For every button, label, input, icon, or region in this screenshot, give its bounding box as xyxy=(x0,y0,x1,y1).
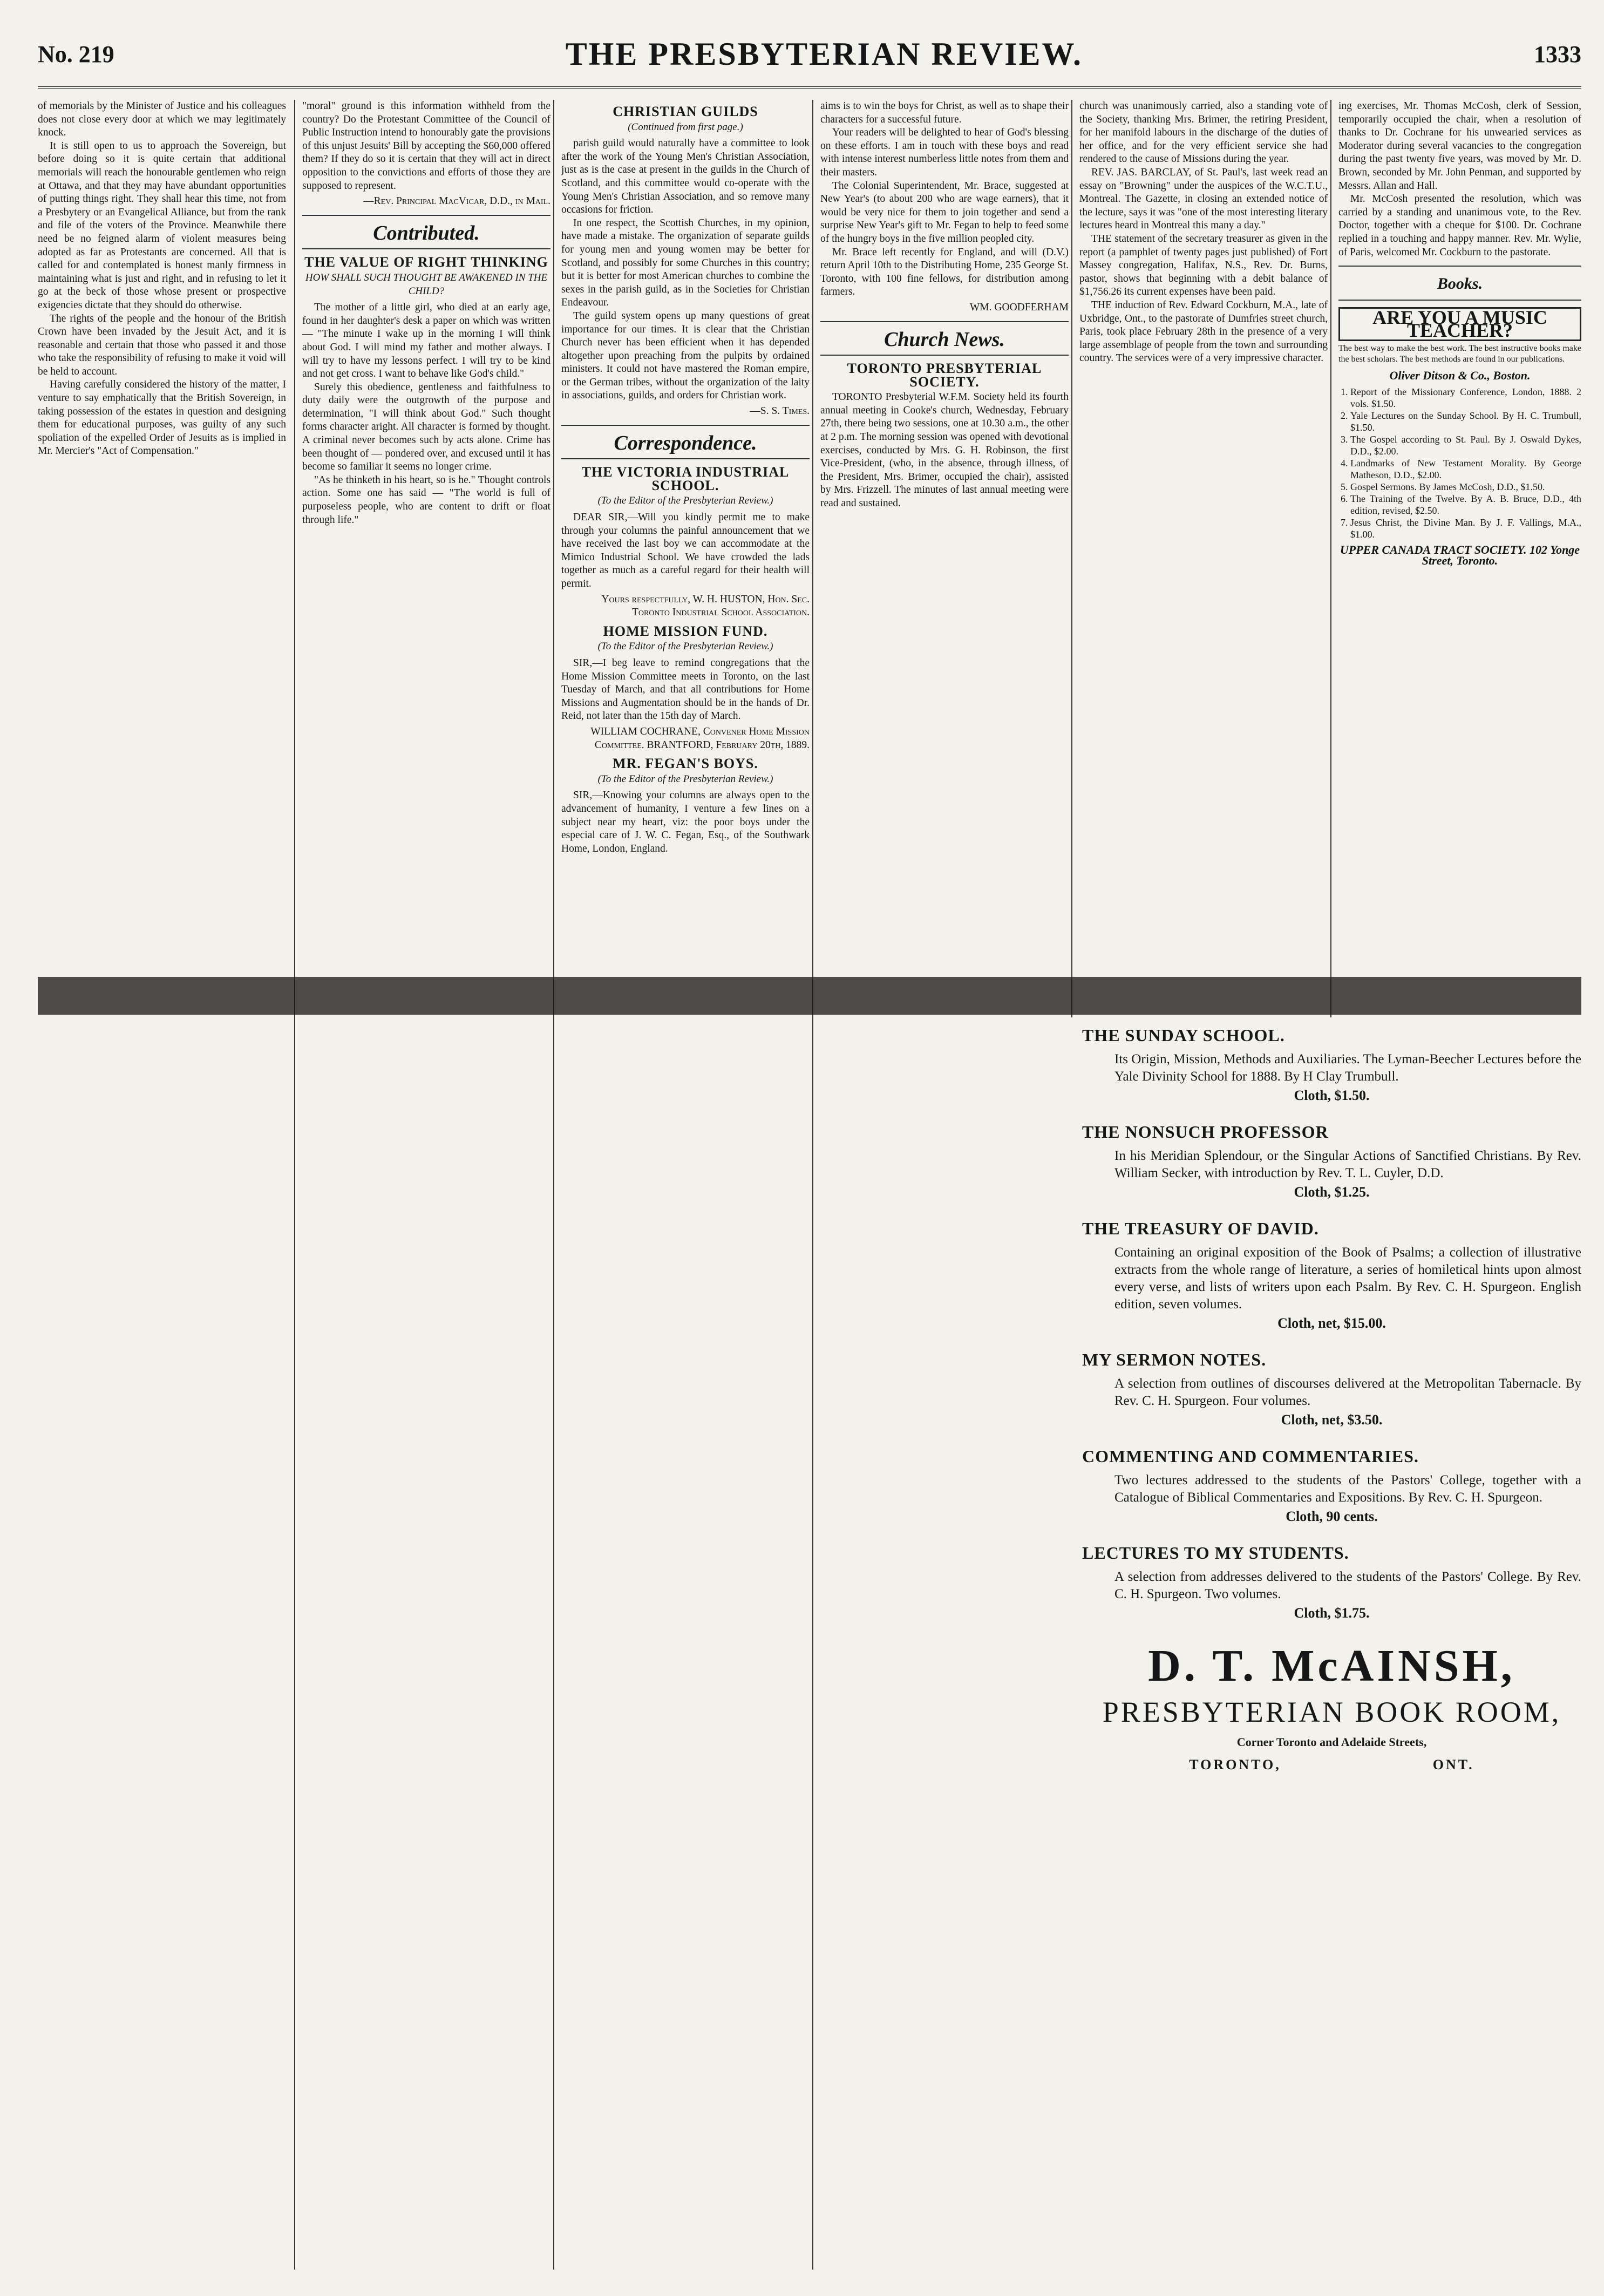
list-item: 2. Yale Lectures on the Sunday School. By H. C. Trumbull, $1.50. xyxy=(1350,410,1581,433)
newspaper-page xyxy=(38,22,1581,2278)
book-list xyxy=(1350,386,1581,540)
paragraph: The mother of a little girl, who died at an early age, found in her daughter's desk a paper on which was written — "The minute I wake up in the morning I will think about God. I will mind my father and mother always. I will try to have my lessons perfect. I will try to be kind and not get cross. I want to behave like God's child." xyxy=(302,302,550,380)
book-price: Cloth, $1.50. xyxy=(1294,1088,1370,1103)
city-name: TORONTO, xyxy=(1189,1757,1281,1772)
paragraph: THE statement of the secretary treasurer as given in the report (a pamphlet of twenty pages just published) of Fort Massey congregation, Halifax, N.S., Rev. Dr. Burns, pastor, shows that beginning with a debit balance of $1,756.26 its current expenses have been paid. xyxy=(1079,233,1328,298)
store-name: PRESBYTERIAN BOOK ROOM, xyxy=(1102,1696,1561,1728)
province-name: ONT. xyxy=(1432,1757,1474,1772)
article-heading: THE VALUE OF RIGHT THINKING xyxy=(304,254,548,270)
section-title-books: Books. xyxy=(1437,275,1483,293)
paragraph: SIR,—Knowing your columns are always open to the advancement of humanity, I venture a few lines on a subject near my heart, viz: the poor boys under the especial care of J. W. C. Fegan, Esq., of the Southwark Home, London, England. xyxy=(561,790,810,854)
letter-heading: HOME MISSION FUND. xyxy=(603,623,768,639)
paragraph: The Colonial Superintendent, Mr. Brace, suggested at New Year's (to about 200 who are wage earners), that it would be very nice for them to join together and send a surprise New Year's gift to Mr. Fegan to help to feed some of the hungry boys in the five million peopled city. xyxy=(820,180,1069,244)
credit-line: —S. S. Times. xyxy=(750,405,810,417)
book-price: Cloth, net, $15.00. xyxy=(1277,1315,1386,1331)
paragraph: of memorials by the Minister of Justice and his colleagues does not close every door at which we may legitimately knock. xyxy=(38,100,286,139)
paragraph: Surely this obedience, gentleness and faithfulness to duty daily were the outgrowth of the purpose and determination, "I will think about God." Such thought forms character aright. All character is formed by thought. A criminal never becomes such by acts alone. Crime has been thought of — pondered over, and excused until it has become so familiar it seems no longer crime. xyxy=(302,381,550,473)
store-owner: D. T. McAINSH, xyxy=(1148,1641,1515,1691)
paragraph: THE induction of Rev. Edward Cockburn, M.A., late of Uxbridge, Ont., to the pastorate of Dumfries street church, Paris, took place February 28th in the presence of a very large assemblage of people from the town and surrounding country. The services were of a very impressive character. xyxy=(1079,299,1328,364)
letter-signature: WILLIAM COCHRANE, Convener Home Mission Committee. BRANTFORD, February 20th, 1889. xyxy=(590,725,810,751)
book-title: THE NONSUCH PROFESSOR xyxy=(1082,1122,1329,1142)
column-rule xyxy=(1330,100,1331,1017)
column-3 xyxy=(561,100,810,2270)
music-advertisement xyxy=(1338,307,1581,566)
paragraph: Your readers will be delighted to hear of God's blessing on these efforts. I am in touch with these boys and read with intense interest numberless little notes from them and their masters. xyxy=(820,127,1069,178)
column-rule xyxy=(1071,100,1072,1017)
paragraph: parish guild would naturally have a committee to look after the work of the Young Men's Christian Association, just as is the case at present in the guilds in the Church of Scotland, and this committee would co-operate with the Young Men's Christian Association, and so remove many occasions for friction. xyxy=(561,138,810,216)
book-title: THE SUNDAY SCHOOL. xyxy=(1082,1025,1285,1045)
letter-signature: Yours respectfully, W. H. HUSTON, Hon. Sec. Toronto Industrial School Association. xyxy=(601,593,810,619)
book-listing xyxy=(1082,1446,1581,1525)
book-description: Containing an original exposition of the Book of Psalms; a collection of illustrative extracts from the whole range of literature, a series of homiletical hints upon almost every verse, and lists of writers upon each Psalm. By Rev. C. H. Spurgeon. English edition, seven volumes. xyxy=(1114,1245,1581,1312)
paragraph: Mr. Brace left recently for England, and will (D.V.) return April 10th to the Distributing Home, 235 George St. Toronto, with 100 fine fellows, for distribution among farmers. xyxy=(820,246,1069,298)
paragraph: church was unanimously carried, also a standing vote of the Society, thanking Mrs. Brimer, the retiring President, for her manifold labours in the discharge of the duties of her office, and for the very efficient service she had rendered to the cause of Missions during the year. xyxy=(1079,100,1328,165)
ad-heading: ARE YOU A MUSIC TEACHER? xyxy=(1338,307,1581,341)
store-address: Corner Toronto and Adelaide Streets, xyxy=(1236,1735,1427,1749)
book-description: In his Meridian Splendour, or the Singular Actions of Sanctified Christians. By Rev. William Secker, with introduction by Rev. T. L. Cuyler, D.D. xyxy=(1114,1149,1581,1180)
section-title-correspondence: Correspondence. xyxy=(614,431,757,454)
letter-addressee: (To the Editor of the Presbyterian Review.) xyxy=(597,641,773,653)
ad-publisher: UPPER CANADA TRACT SOCIETY. 102 Yonge Street, Toronto. xyxy=(1340,542,1580,567)
list-item: 7. Jesus Christ, the Divine Man. By J. F. Vallings, M.A., $1.00. xyxy=(1350,517,1581,540)
column-4 xyxy=(820,100,1069,2270)
book-title: LECTURES TO MY STUDENTS. xyxy=(1082,1543,1349,1563)
column-5 xyxy=(1079,100,1328,1017)
section-title-church-news: Church News. xyxy=(884,328,1005,351)
book-listing xyxy=(1082,1219,1581,1332)
article-heading: TORONTO PRESBYTERIAL SOCIETY. xyxy=(847,361,1042,390)
section-title-contributed: Contributed. xyxy=(373,221,480,244)
book-listing xyxy=(1082,1543,1581,1621)
paragraph: Mr. McCosh presented the resolution, which was carried by a standing and unanimous vote, to the Rev. Doctor, together with a cheque for $100. Dr. Cochrane replied in a touching and happy manner. Rev. Mr. Wylie, of Paris, welcomed Mr. Cockburn to the pastorate. xyxy=(1338,193,1581,258)
column-rule xyxy=(553,100,554,2270)
newspaper-title: THE PRESBYTERIAN REVIEW. xyxy=(565,36,1083,72)
letter-addressee: (To the Editor of the Presbyterian Review.) xyxy=(597,495,773,507)
store-city xyxy=(1082,1757,1581,1773)
list-item: 6. The Training of the Twelve. By A. B. Bruce, D.D., 4th edition, revised, $2.50. xyxy=(1350,493,1581,517)
letter-signature: WM. GOODFERHAM xyxy=(969,301,1069,313)
book-price: Cloth, 90 cents. xyxy=(1286,1509,1378,1524)
ad-text: The best way to make the best work. The best instructive books make the best scholars. The best methods are found in our publications. xyxy=(1338,343,1581,364)
issue-number: No. 219 xyxy=(38,40,114,67)
book-title: THE TREASURY OF DAVID. xyxy=(1082,1219,1319,1238)
book-description: Its Origin, Mission, Methods and Auxiliaries. The Lyman-Beecher Lectures before the Yale Divinity School for 1888. By H Clay Trumbull. xyxy=(1114,1052,1581,1084)
book-description: A selection from addresses delivered to the students of the Pastors' College. By Rev. C. H. Spurgeon. Two volumes. xyxy=(1114,1570,1581,1601)
book-price: Cloth, $1.25. xyxy=(1294,1184,1370,1200)
paragraph: aims is to win the boys for Christ, as well as to shape their characters for a successful future. xyxy=(820,100,1069,125)
article-subheading: HOW SHALL SUCH THOUGHT BE AWAKENED IN THE CHILD? xyxy=(305,271,548,297)
print-smudge xyxy=(38,977,1581,1015)
column-2 xyxy=(302,100,550,2270)
list-item: 4. Landmarks of New Testament Morality. By George Matheson, D.D., $2.00. xyxy=(1350,457,1581,481)
paragraph: DEAR SIR,—Will you kindly permit me to make through your columns the painful announcement that we have received the last boy we can accommodate at the Mimico Industrial School. We have crowded the lads together as much as a careful regard for their health will permit. xyxy=(561,512,810,589)
column-6 xyxy=(1338,100,1581,1017)
book-description: A selection from outlines of discourses delivered at the Metropolitan Tabernacle. By Rev. C. H. Spurgeon. Four volumes. xyxy=(1114,1376,1581,1408)
letter-addressee: (To the Editor of the Presbyterian Review.) xyxy=(597,773,773,785)
page-number: 1333 xyxy=(1533,40,1581,67)
book-description: Two lectures addressed to the students of the Pastors' College, together with a Catalogue of Biblical Commentaries and Expositions. By Rev. C. H. Spurgeon. xyxy=(1114,1473,1581,1505)
paragraph: In one respect, the Scottish Churches, in my opinion, have made a mistake. The organization of separate guilds for young men and young women may be better for Scotland, and possibly for some Churches in this country; but it is better for most American churches to combine the sexes in the parish guild, as in the Societies for Christian Endeavour. xyxy=(561,217,810,309)
book-price: Cloth, net, $3.50. xyxy=(1281,1412,1383,1428)
column-rule xyxy=(294,100,295,2270)
paragraph: REV. JAS. BARCLAY, of St. Paul's, last week read an essay on "Browning" under the auspices of the W.C.T.U., Montreal. The Gazette, in closing an extended notice of the lecture, says it was "one of the most interesting literary lectures heard in Montreal this many a day." xyxy=(1079,166,1328,232)
paragraph: The guild system opens up many questions of great importance for our times. It is clear that the Christian Church never has been efficient when it has depended altogether upon preaching from the pulpits by ordained ministers. It could not have mastered the Roman empire, or the German tribes, without the organization of the laity in associations, guilds, and orders for Christian work. xyxy=(561,310,810,402)
credit-line: —Rev. Principal MacVicar, D.D., in Mail. xyxy=(363,195,550,207)
bookstore-signature xyxy=(1082,1640,1581,1773)
article-subheading: (Continued from first page.) xyxy=(628,121,743,133)
list-item: 1. Report of the Missionary Conference, London, 1888. 2 vols. $1.50. xyxy=(1350,386,1581,410)
masthead xyxy=(38,22,1581,89)
book-listing xyxy=(1082,1122,1581,1200)
paragraph: It is still open to us to approach the Sovereign, but before doing so it is quite certain that additional memorials will reach the honourable gentlemen who reign at Ottawa, and that they may have abundant opportunities of putting things right. They shall hear this time, not from a Presbytery or an Evangelical Alliance, but from the rank and file of the voters of the Province. Meanwhile there need be no feigned alarm of violent measures being adopted as far as Protestants are concerned. All that is called for and contemplated is honest manly firmness in maintaining what is just and right, and in refusing to let it go at the beck of those whose present or prospective exigencies dictate that they should do otherwise. xyxy=(38,140,286,311)
paragraph: Having carefully considered the history of the matter, I venture to say emphatically that the British Sovereign, in taking possession of the estates in question and designing them for educational purposes, was guilty of any such spoliation of the expelled Order of Jesuits as is implied in Mr. Mercier's "Act of Compensation." xyxy=(38,379,286,457)
book-title: COMMENTING AND COMMENTARIES. xyxy=(1082,1446,1419,1466)
paragraph: SIR,—I beg leave to remind congregations that the Home Mission Committee meets in Toronto, on the last Tuesday of March, and that all contributions for Home Missions and Augmentation should be in the hands of Dr. Reid, not later than the 15th day of March. xyxy=(561,657,810,722)
ad-publisher: Oliver Ditson & Co., Boston. xyxy=(1389,368,1531,382)
book-price: Cloth, $1.75. xyxy=(1294,1605,1370,1621)
list-item: 5. Gospel Sermons. By James McCosh, D.D., $1.50. xyxy=(1350,481,1581,493)
book-listing xyxy=(1082,1025,1581,1104)
column-1 xyxy=(38,100,286,2270)
paragraph: ing exercises, Mr. Thomas McCosh, clerk of Session, temporarily occupied the chair, when a resolution of thanks to Dr. Cochrane for his unwearied services as Moderator during several vacancies to the congregation during the past twenty five years, was moved by Mr. D. Brown, seconded by Mr. John Penman, and supported by Messrs. Allan and Hall. xyxy=(1338,100,1581,192)
paragraph: "As he thinketh in his heart, so is he." Thought controls action. Some one has said — "The world is full of purposeless people, who are content to drift or float through life." xyxy=(302,474,550,526)
letter-heading: THE VICTORIA INDUSTRIAL SCHOOL. xyxy=(581,464,790,493)
article-heading: CHRISTIAN GUILDS xyxy=(613,104,758,119)
paragraph: "moral" ground is this information withheld from the country? Do the Protestant Committee of the Council of Public Instruction intend to honourably gate the provisions of this unjust Jesuits' Bill by accepting the $60,000 offered them? If they do so it is certain that they will act in direct opposition to the convictions and efforts of those they are supposed to represent. xyxy=(302,100,550,192)
list-item: 3. The Gospel according to St. Paul. By J. Oswald Dykes, D.D., $2.00. xyxy=(1350,433,1581,457)
letter-heading: MR. FEGAN'S BOYS. xyxy=(613,756,758,772)
paragraph: TORONTO Presbyterial W.F.M. Society held its fourth annual meeting in Cooke's church, Wednesday, February 27th, there being two sessions, one at 10.30 a.m., the other at 2 p.m. The morning session was opened with devotional exercises, conducted by Mrs. G. H. Robinson, the first Vice-President, (who, in the absence, through illness, of the President, Mrs. Brimer, occupied the chair), assisted by Mrs. Frizzell. The minutes of last annual meeting were read and sustained. xyxy=(820,391,1069,510)
paragraph: The rights of the people and the honour of the British Crown have been invaded by the Jesuit Act, and it is reasonable and certain that those who passed it and those who take the responsibility of refusing to make it void will be held to account. xyxy=(38,313,286,377)
book-title: MY SERMON NOTES. xyxy=(1082,1350,1267,1369)
column-rule xyxy=(812,100,813,2270)
book-room-advertisement xyxy=(1082,1025,1581,1773)
book-listing xyxy=(1082,1350,1581,1428)
